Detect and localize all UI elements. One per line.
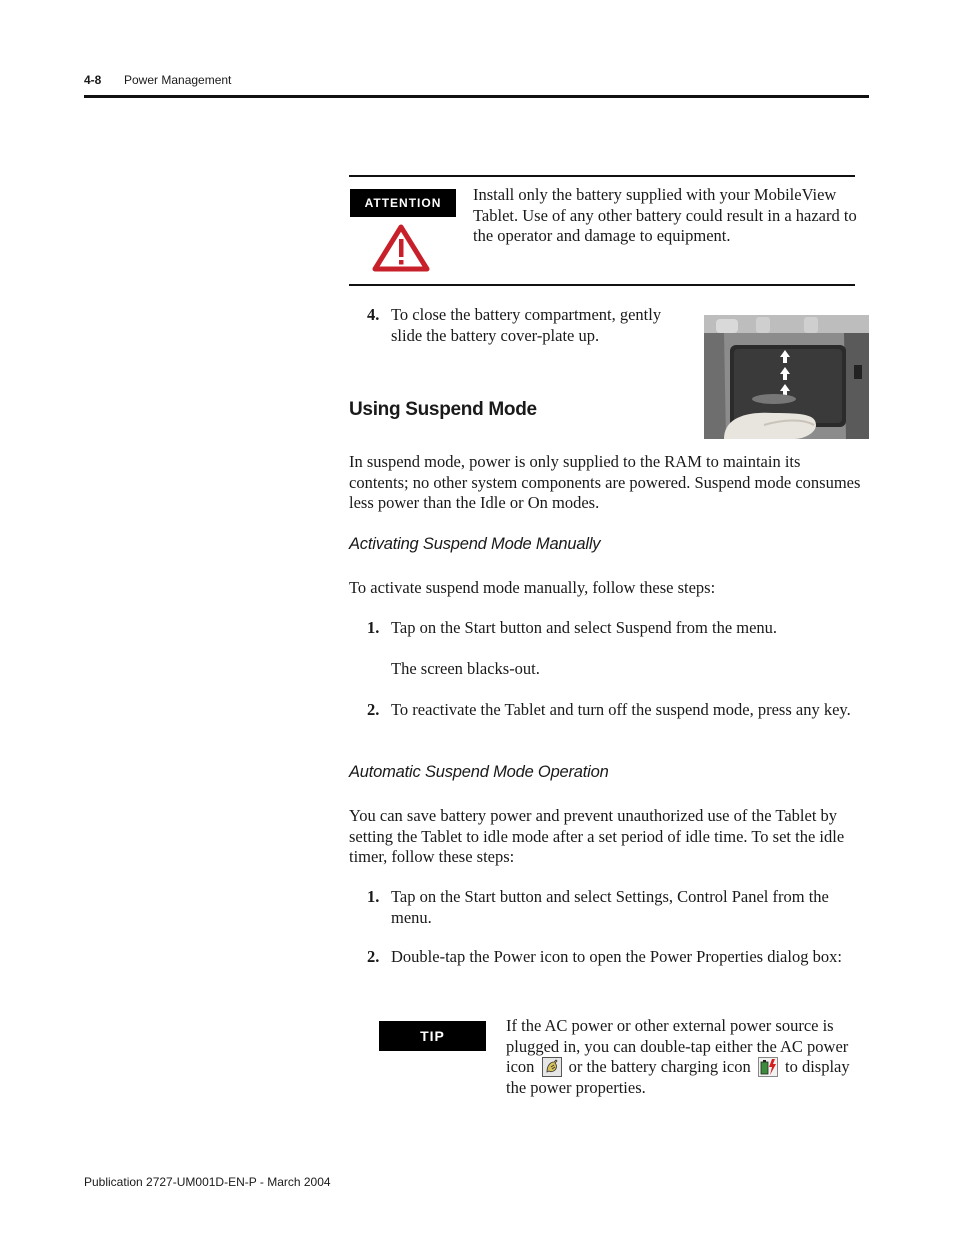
tip-badge: TIP — [379, 1021, 486, 1051]
automatic-intro: You can save battery power and prevent unauthorized use of the Tablet by setting the Tablet to idle mode after a set period of idle time. To set the idle timer, follow these steps: — [349, 806, 845, 866]
header-rule — [84, 95, 869, 98]
step-4-text: To close the battery compartment, gently slide the battery cover-plate up. — [391, 305, 662, 345]
battery-charging-icon — [758, 1057, 778, 1077]
section-heading: Using Suspend Mode — [349, 399, 537, 420]
tip-text-part-2: or the battery charging icon — [568, 1057, 751, 1076]
automatic-step-1-text: Tap on the Start button and select Settings, Control Panel from the menu. — [391, 887, 829, 927]
manual-step-1-number: 1. — [367, 618, 380, 637]
tip-text-part-3: to display the power properties. — [506, 1057, 850, 1097]
ac-power-icon — [542, 1057, 562, 1077]
section-intro: In suspend mode, power is only supplied to the RAM to maintain its contents; no other system components are powered. Suspend mode consumes less power than the Idle or On modes. — [349, 452, 861, 512]
automatic-step-1-number: 1. — [367, 887, 380, 906]
manual-subheading: Activating Suspend Mode Manually — [349, 535, 601, 553]
step-4-number: 4. — [367, 305, 380, 324]
attention-text: Install only the battery supplied with your MobileView Tablet. Use of any other battery could result in a hazard to the operator and damage to equipment. — [473, 185, 857, 245]
warning-triangle-icon — [372, 224, 430, 272]
footer-publication: Publication 2727-UM001D-EN-P - March 2004 — [84, 1175, 331, 1189]
manual-step-1-text: Tap on the Start button and select Suspend from the menu. — [391, 618, 778, 637]
attention-badge: ATTENTION — [350, 189, 456, 217]
attention-bottom-rule — [349, 284, 855, 286]
manual-intro: To activate suspend mode manually, follow these steps: — [349, 578, 716, 597]
section-title: Power Management — [124, 73, 232, 87]
automatic-step-2-number: 2. — [367, 947, 380, 966]
tip-text-part-1: If the AC power or other external power source is plugged in, you can double-tap either the AC power icon — [506, 1016, 849, 1076]
manual-step-1-note: The screen blacks-out. — [391, 659, 540, 678]
automatic-step-2-text: Double-tap the Power icon to open the Power Properties dialog box: — [391, 947, 842, 966]
tip-text — [506, 1016, 871, 1098]
attention-top-rule — [349, 175, 855, 177]
automatic-subheading: Automatic Suspend Mode Operation — [349, 763, 609, 781]
manual-step-2-number: 2. — [367, 700, 380, 719]
battery-cover-photo — [704, 315, 869, 439]
page-number: 4-8 — [84, 73, 102, 87]
manual-step-2-text: To reactivate the Tablet and turn off the suspend mode, press any key. — [391, 700, 851, 719]
